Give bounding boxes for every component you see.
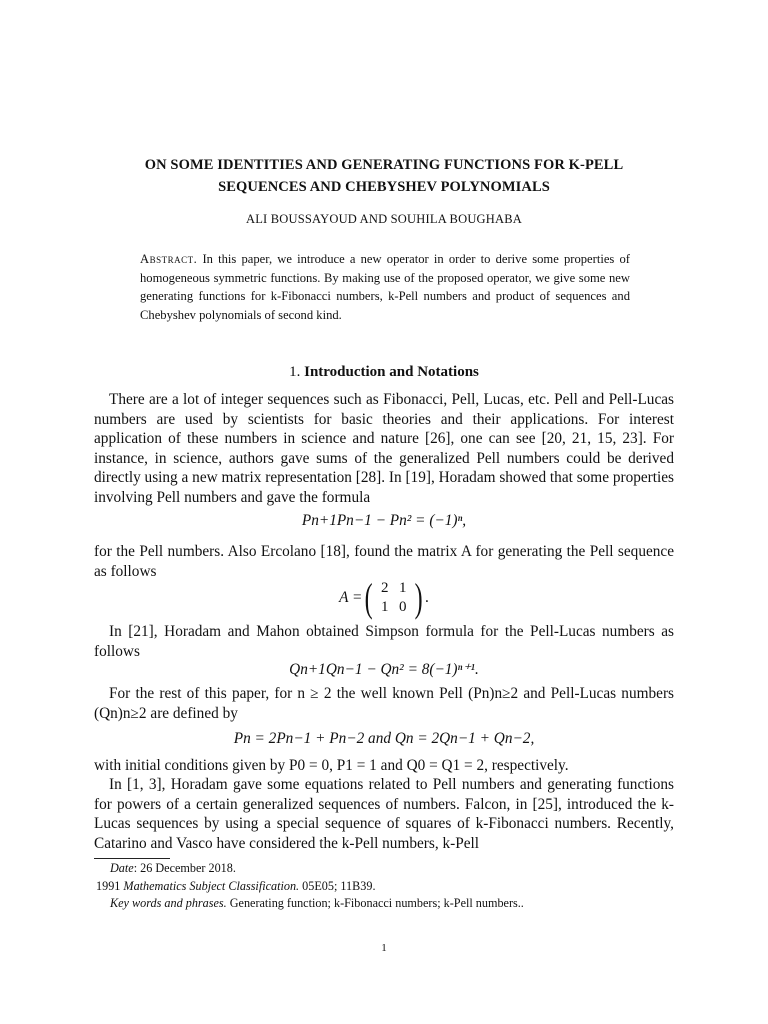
section-heading xyxy=(80,364,688,381)
section-number: 1. xyxy=(289,364,301,380)
authors: ALI BOUSSAYOUD AND SOUHILA BOUGHABA xyxy=(245,212,522,226)
matrix-grid xyxy=(376,580,412,616)
abstract-text: In this paper, we introduce a new operator in order to derive some properties of homogeneous symmetric functions. By making use of the proposed operator, we give some new generating functions for k-Fibonacci numbers, k-Pell numbers and product of sequences and Chebyshev polynomials of second kind. xyxy=(140,252,630,322)
title-line-2: SEQUENCES AND CHEBYSHEV POLYNOMIALS xyxy=(218,179,550,195)
equation-1: Pn+1Pn−1 − Pn² = (−1)ⁿ, xyxy=(301,512,467,529)
page-number: 1 xyxy=(381,942,387,954)
abstract-label: Abstract. xyxy=(140,252,198,266)
matrix-end: . xyxy=(425,589,429,606)
matrix-equation xyxy=(94,575,674,620)
footnote-date: Date: 26 December 2018. xyxy=(110,861,236,875)
paragraph-4: For the rest of this paper, for n ≥ 2 the well known Pell (Pn)n≥2 and Pell-Lucas numbers (Qn)n≥2 are defined by xyxy=(94,685,674,722)
paragraph-2: for the Pell numbers. Also Ercolano [18], found the matrix A for generating the Pell sequence as follows xyxy=(94,543,674,580)
footnote-keywords: Key words and phrases. Generating function; k-Fibonacci numbers; k-Pell numbers.. xyxy=(110,896,524,910)
paper-title xyxy=(80,154,688,198)
paragraph-6: In [1, 3], Horadam gave some equations related to Pell numbers and generating functions for powers of a certain generalized sequences of numbers. Falcon, in [25], introduced the k-Lucas sequences by using a special sequence of squares of k-Fibonacci numbers. Recently, Catarino and Vasco have considered the k-Pell numbers, k-Pell xyxy=(94,776,674,852)
paragraph-1: There are a lot of integer sequences such as Fibonacci, Pell, Lucas, etc. Pell and Pell-Lucas numbers are used by scientists for basic theories and their applications. For interest application of these numbers in science and nature [26], one can see [20, 21, 15, 23]. For instance, in science, authors gave sums of the generalized Pell numbers could be derived directly using a new matrix representation [28]. In [19], Horadam showed that some properties involving Pell numbers and gave the formula xyxy=(94,391,674,506)
matrix-entry: 0 xyxy=(398,599,407,615)
paragraph-5: with initial conditions given by P0 = 0, P1 = 1 and Q0 = Q1 = 2, respectively. xyxy=(94,757,569,774)
matrix-entry: 1 xyxy=(398,580,407,596)
equation-3: Pn = 2Pn−1 + Pn−2 and Qn = 2Qn−1 + Qn−2, xyxy=(233,730,535,747)
matrix-entry: 1 xyxy=(380,599,389,615)
matrix-left-paren: ( xyxy=(365,575,374,620)
matrix-lhs: A = xyxy=(339,589,363,606)
equation-2: Qn+1Qn−1 − Qn² = 8(−1)ⁿ⁺¹. xyxy=(289,661,479,678)
footnote-rule xyxy=(94,858,170,859)
matrix-right-paren: ) xyxy=(414,575,423,620)
paragraph-3: In [21], Horadam and Mahon obtained Simpson formula for the Pell-Lucas numbers as follows xyxy=(94,623,674,660)
abstract xyxy=(140,250,630,324)
section-title: Introduction and Notations xyxy=(304,364,479,380)
title-line-1: ON SOME IDENTITIES AND GENERATING FUNCTIONS FOR K-PELL xyxy=(144,157,624,173)
matrix-entry: 2 xyxy=(380,580,389,596)
footnote-msc: 1991 Mathematics Subject Classification. 05E05; 11B39. xyxy=(96,878,376,893)
footnotes xyxy=(96,860,670,913)
